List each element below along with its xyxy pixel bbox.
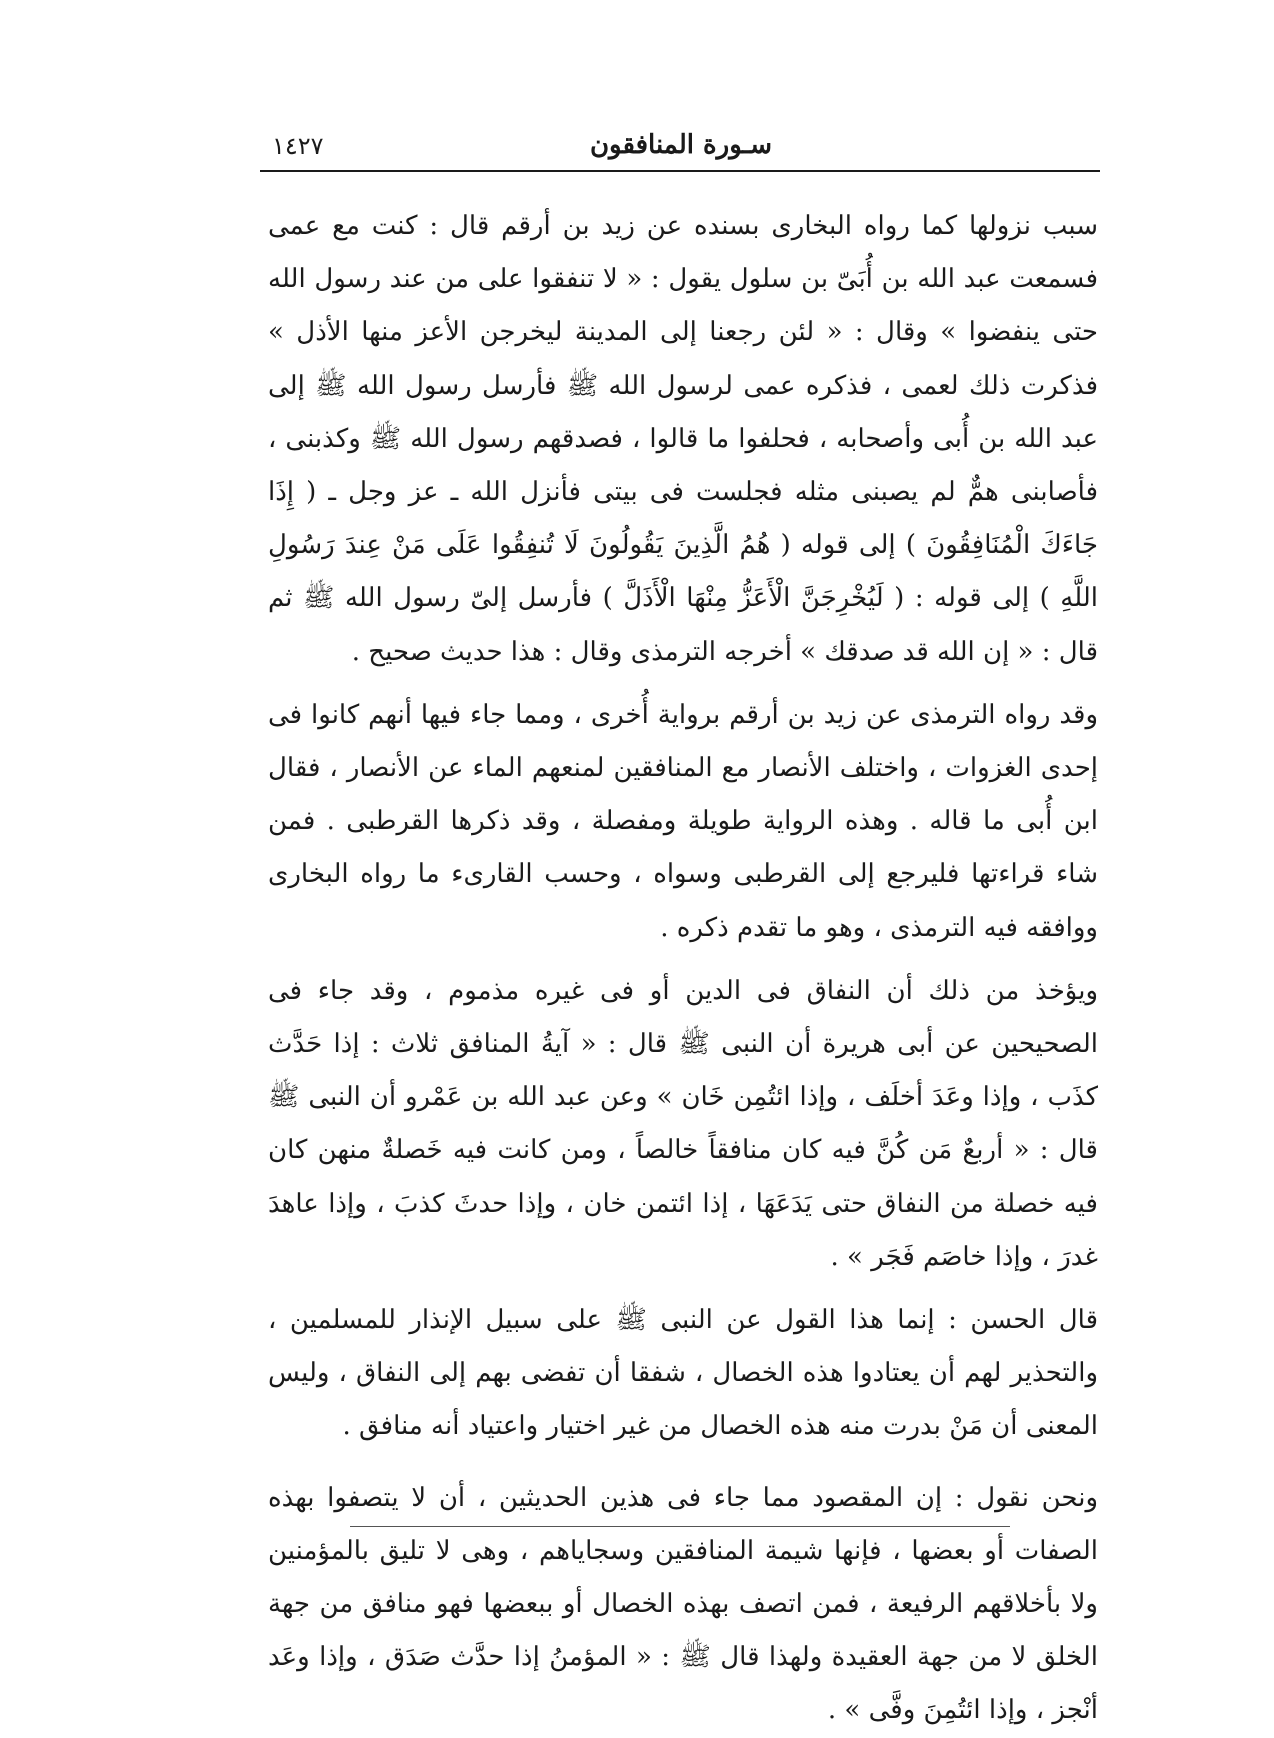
paragraph-3: ويؤخذ من ذلك أن النفاق فى الدين أو فى غيره مذموم ، وقد جاء فى الصحيحين عن أبى هريرة أن النبى ﷺ قال : « آيةُ المنافق ثلاث : إذا حَدَّث كذَب ، وإذا وعَدَ أخلَف ، وإذا ائتُمِن خَان » وعن عبد الله بن عَمْرو أن النبى ﷺ قال : « أربعٌ مَن كُنَّ فيه كان منافقاً خالصاً ، ومن كانت فيه خَصلةٌ منهن كان فيه خصلة من النفاق حتى يَدَعَهَا ، إذا ائتمن خان ، وإذا حدثَ كذبَ ، وإذا عاهدَ غدرَ ، وإذا خاصَم فَجَر » . <box>268 975 1098 1272</box>
paragraph-5: ونحن نقول : إن المقصود مما جاء فى هذين الحديثين ، أن لا يتصفوا بهذه الصفات أو بعضها ، فإنها شيمة المنافقين وسجاياهم ، وهى لا تليق بالمؤمنين ولا بأخلاقهم الرفيعة ، فمن اتصف بهذه الخصال أو ببعضها فهو منافق من جهة الخلق لا من جهة العقيدة ولهذا قال ﷺ : « المؤمنُ إذا حدَّث صَدَق ، وإذا وعَد أنْجز ، وإذا ائتُمِنَ وفَّى » . <box>268 1482 1098 1726</box>
paragraph-4: قال الحسن : إنما هذا القول عن النبى ﷺ على سبيل الإنذار للمسلمين ، والتحذير لهم أن يعتادوا هذه الخصال ، شفقا أن تفضى بهم إلى النفاق ، وليس المعنى أن مَنْ بدرت منه هذه الخصال من غير اختيار واعتياد أنه منافق . <box>268 1305 1098 1442</box>
paragraph-1: سبب نزولها كما رواه البخارى بسنده عن زيد بن أرقم قال : كنت مع عمى فسمعت عبد الله بن أُبَىّ بن سلول يقول : « لا تنفقوا على من عند رسول الله حتى ينفضوا » وقال : « لئن رجعنا إلى المدينة ليخرجن الأعز منها الأذل » فذكرت ذلك لعمى ، فذكره عمى لرسول الله ﷺ فأرسل رسول الله ﷺ إلى عبد الله بن أُبى وأصحابه ، فحلفوا ما قالوا ، فصدقهم رسول الله ﷺ وكذبنى ، فأصابنى همٌّ لم يصبنى مثله فجلست فى بيتى فأنزل الله ـ عز وجل ـ ( إِذَا جَاءَكَ الْمُنَافِقُونَ ) إلى قوله ( هُمُ الَّذِينَ يَقُولُونَ لَا تُنفِقُوا عَلَى مَنْ عِندَ رَسُولِ اللَّهِ ) إلى قوله : ( لَيُخْرِجَنَّ الْأَعَزُّ مِنْهَا الْأَذَلَّ ) فأرسل إلىّ رسول الله ﷺ ثم قال : « إن الله قد صدقك » أخرجه الترمذى وقال : هذا حديث صحيح . <box>268 211 1098 667</box>
page-header <box>262 120 1100 170</box>
header-rule <box>260 170 1100 172</box>
body-text <box>268 200 1098 1738</box>
footer-rule <box>350 1526 1010 1527</box>
page-number: ١٤٢٧ <box>272 132 324 160</box>
paragraph-2: وقد رواه الترمذى عن زيد بن أرقم برواية أُخرى ، ومما جاء فيها أنهم كانوا فى إحدى الغزوات ، واختلف الأنصار مع المنافقين لمنعهم الماء عن الأنصار ، فقال ابن أُبى ما قاله . وهذه الرواية طويلة ومفصلة ، وقد ذكرها القرطبى . فمن شاء قراءتها فليرجع إلى القرطبى وسواه ، وحسب القارىء ما رواه البخارى ووافقه فيه الترمذى ، وهو ما تقدم ذكره . <box>268 699 1098 943</box>
running-title: سـورة المنافقون <box>589 130 773 160</box>
